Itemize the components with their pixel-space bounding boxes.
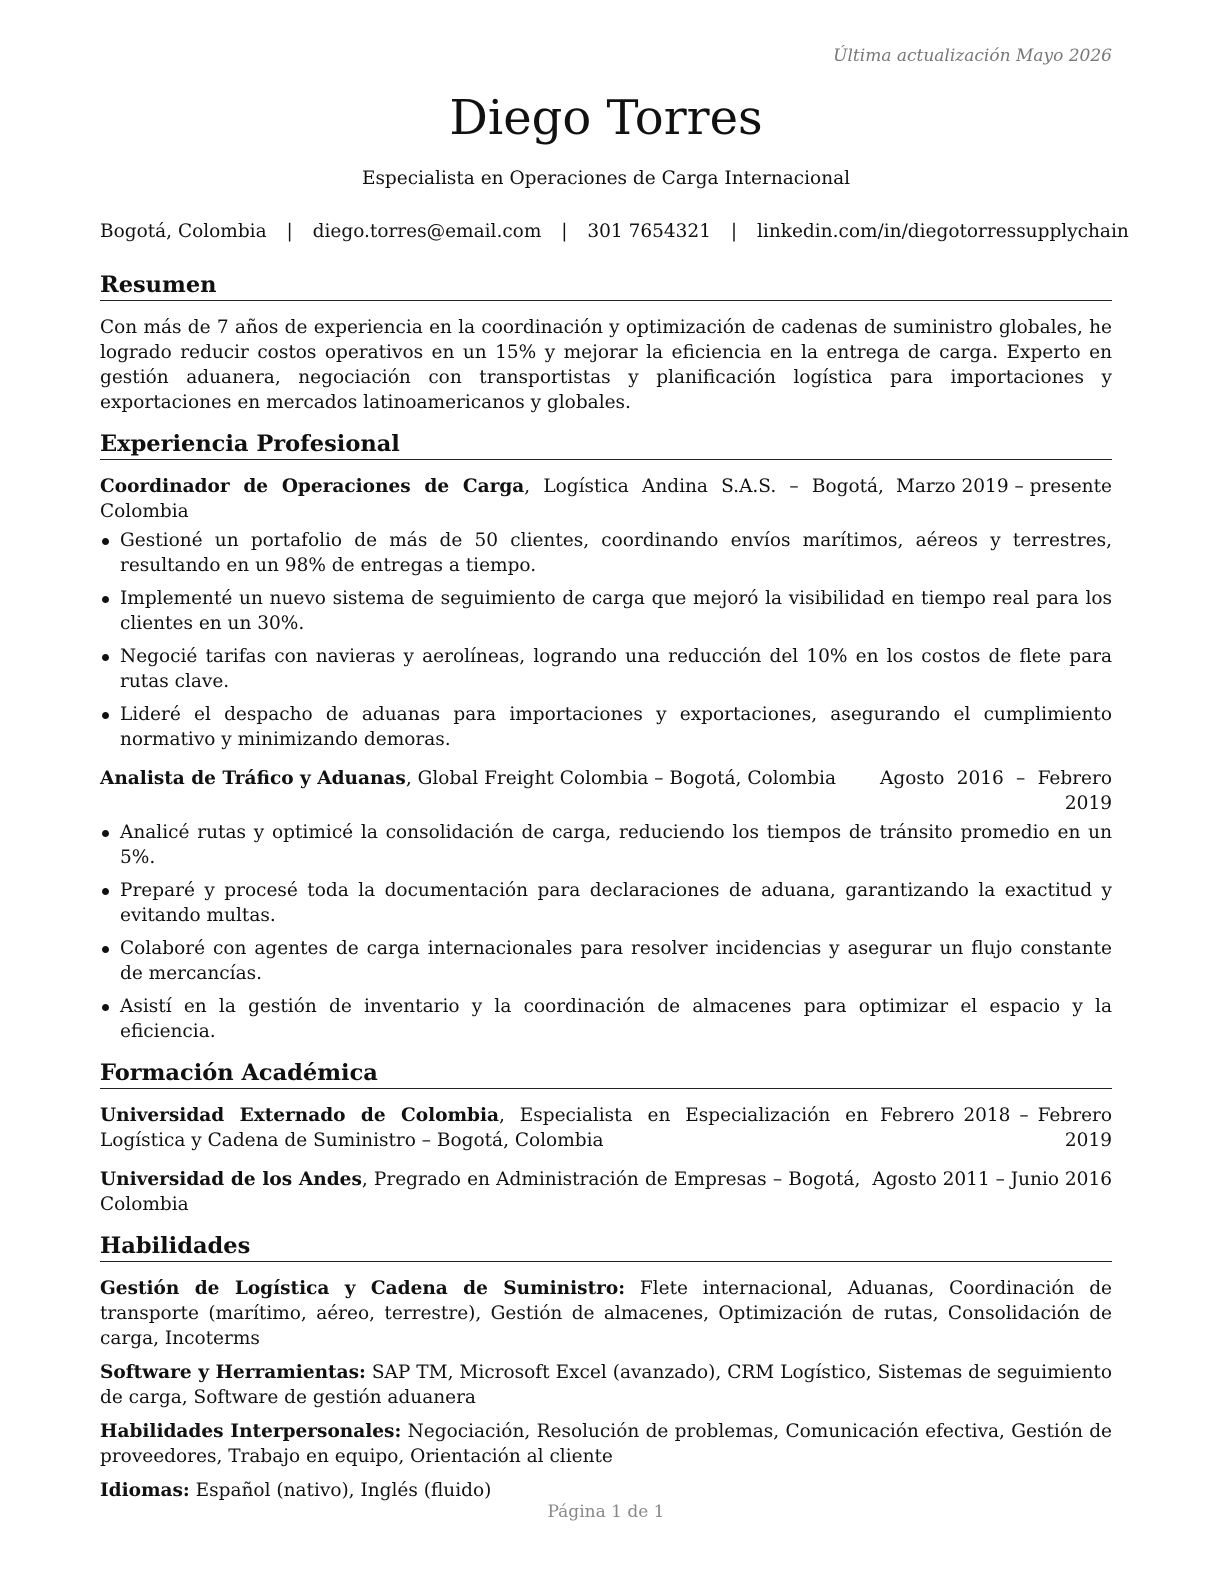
- summary-text: Con más de 7 años de experiencia en la coordinación y optimización de cadenas de suministro globales, he logrado reducir costos operativos en un 15% y mejorar la eficiencia en la entrega de carga. Experto en gestión aduanera, negociación con transportistas y planificación logística para importaciones y exportaciones en mercados latinoamericanos y globales.: [100, 317, 1112, 413]
- job-role-company: [100, 474, 884, 524]
- section-title-skills: Habilidades: [100, 1231, 1112, 1262]
- skill-text: SAP TM, Microsoft Excel (avanzado), CRM Logístico, Sistemas de seguimiento de carga, Software de gestión aduanera: [100, 1362, 1112, 1408]
- candidate-title: Especialista en Operaciones de Carga Internacional: [361, 168, 851, 189]
- education-school-detail: [100, 1103, 868, 1153]
- education-school: Universidad de los Andes: [100, 1169, 362, 1190]
- skill-text: Flete internacional, Aduanas, Coordinación de transporte (marítimo, aéreo, terrestre), Gestión de almacenes, Optimización de rutas, Consolidación de carga, Incoterms: [100, 1278, 1112, 1349]
- skill-text: Español (nativo), Inglés (fluido): [189, 1480, 492, 1501]
- education-header: [100, 1167, 1112, 1217]
- experience-section: [100, 429, 1112, 1044]
- skill-label: Gestión de Logística y Cadena de Suministro:: [100, 1278, 626, 1299]
- contact-location: Bogotá, Colombia: [100, 221, 267, 242]
- skill-item: [100, 1419, 1112, 1469]
- contact-phone: 301 7654321: [587, 221, 711, 242]
- education-school-detail: [100, 1167, 860, 1217]
- contact-separator: |: [561, 221, 568, 242]
- contact-linkedin[interactable]: linkedin.com/in/diegotorressupplychain: [757, 221, 1129, 242]
- skill-label: Habilidades Interpersonales:: [100, 1421, 402, 1442]
- job-header: [100, 474, 1112, 524]
- job-bullet: Gestioné un portafolio de más de 50 clientes, coordinando envíos marítimos, aéreos y terrestres, resultando en un 98% de entregas a tiempo.: [100, 528, 1112, 578]
- job-bullet: Analicé rutas y optimicé la consolidación de carga, reduciendo los tiempos de tránsito promedio en un 5%.: [100, 820, 1112, 870]
- job-bullet: Lideré el despacho de aduanas para importaciones y exportaciones, asegurando el cumplimiento normativo y minimizando demoras.: [100, 702, 1112, 752]
- skill-item: [100, 1276, 1112, 1351]
- page-number: Página 1 de 1: [547, 1502, 665, 1522]
- skill-label: Software y Herramientas:: [100, 1362, 366, 1383]
- skill-text: Negociación, Resolución de problemas, Comunicación efectiva, Gestión de proveedores, Trabajo en equipo, Orientación al cliente: [100, 1421, 1113, 1467]
- job-bullet: Implementé un nuevo sistema de seguimiento de carga que mejoró la visibilidad en tiempo real para los clientes en un 30%.: [100, 586, 1112, 636]
- education-detail: , Especialista en Especialización en Logística y Cadena de Suministro – Bogotá, Colombia: [100, 1105, 868, 1151]
- skill-label: Idiomas:: [100, 1480, 190, 1501]
- contact-separator: |: [286, 221, 293, 242]
- education-dates: Agosto 2011 – Junio 2016: [872, 1169, 1112, 1190]
- contact-email[interactable]: diego.torres@email.com: [312, 221, 542, 242]
- skills-section: [100, 1231, 1112, 1503]
- job-dates: Agosto 2016 – Febrero 2019: [880, 768, 1112, 814]
- job-bullets: [100, 528, 1112, 752]
- job-bullets: [100, 820, 1112, 1044]
- summary-section: [100, 270, 1112, 415]
- job-bullet: Colaboré con agentes de carga internacionales para resolver incidencias y asegurar un flujo constante de mercancías.: [100, 936, 1112, 986]
- job-dates: Marzo 2019 – presente: [895, 476, 1112, 497]
- last-update-date: Última actualización Mayo 2026: [833, 46, 1112, 66]
- job-company: , Logística Andina S.A.S. – Bogotá, Colombia: [100, 476, 884, 522]
- contact-separator: |: [730, 221, 738, 242]
- education-detail: , Pregrado en Administración de Empresas – Bogotá, Colombia: [100, 1169, 861, 1215]
- job-role-company: [100, 766, 868, 791]
- job-bullet: Asistí en la gestión de inventario y la coordinación de almacenes para optimizar el espacio y la eficiencia.: [100, 994, 1112, 1044]
- job-role: Coordinador de Operaciones de Carga: [100, 476, 525, 497]
- education-section: [100, 1058, 1112, 1217]
- job-company: , Global Freight Colombia – Bogotá, Colombia: [405, 768, 837, 789]
- education-dates: Febrero 2018 – Febrero 2019: [880, 1105, 1112, 1151]
- job-entry: [100, 766, 1112, 1044]
- education-entry: [100, 1103, 1112, 1153]
- job-role: Analista de Tráfico y Aduanas: [100, 768, 406, 789]
- job-bullet: Preparé y procesé toda la documentación para declaraciones de aduana, garantizando la exactitud y evitando multas.: [100, 878, 1112, 928]
- job-bullet: Negocié tarifas con navieras y aerolíneas, logrando una reducción del 10% en los costos de flete para rutas clave.: [100, 644, 1112, 694]
- resume-content: [100, 270, 1112, 1517]
- skill-item: [100, 1360, 1112, 1410]
- education-entry: [100, 1167, 1112, 1217]
- education-header: [100, 1103, 1112, 1153]
- candidate-name: Diego Torres: [449, 90, 763, 146]
- section-title-experience: Experiencia Profesional: [100, 429, 1112, 460]
- education-school: Universidad Externado de Colombia: [100, 1105, 500, 1126]
- section-title-summary: Resumen: [100, 270, 1112, 301]
- resume-page: [100, 0, 1129, 1584]
- section-title-education: Formación Académica: [100, 1058, 1112, 1089]
- job-entry: [100, 474, 1112, 752]
- contact-line: [100, 219, 1129, 244]
- job-header: [100, 766, 1112, 816]
